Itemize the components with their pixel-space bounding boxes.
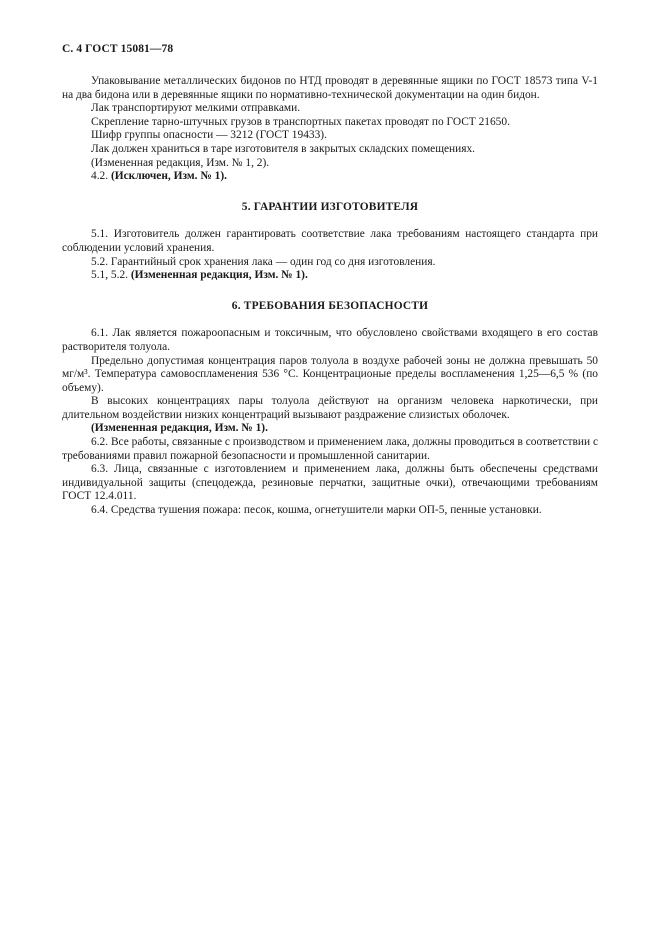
- paragraph-packaging: Упаковывание металлических бидонов по НТД проводят в деревянные ящики по ГОСТ 18573 типа V-1 на два бидона или в деревянные ящики по нормативно-технической документации на один бидон.: [62, 75, 598, 101]
- paragraph-packets: Скрепление тарно-штучных грузов в транспортных пакетах проводят по ГОСТ 21650.: [91, 115, 510, 128]
- page-header: С. 4 ГОСТ 15081—78: [62, 43, 174, 55]
- paragraph-concentration: Предельно допустимая концентрация паров толуола в воздухе рабочей зоны не должна превышать 50 мг/м³. Температура самовоспламенения 536 °С. Концентрационые пределы воспламенения 1,25—6,5 % (по объему).: [62, 354, 598, 394]
- paragraph-6-3: 6.3. Лица, связанные с изготовлением и применением лака, должны быть обеспечены средствами индивидуальной защиты (спецодежда, резиновые перчатки, защитные очки), отвечающими требованиям ГОСТ 12.4.011.: [62, 463, 598, 503]
- paragraph-toxicity: В высоких концентрациях пары толуола действуют на организм человека наркотически, при длительном воздействии низких концентраций вызывают раздражение слизистых оболочек.: [62, 395, 598, 421]
- paragraph-5-1: 5.1. Изготовитель должен гарантировать соответствие лака требованиям настоящего стандарта при соблюдении условий хранения.: [62, 228, 598, 254]
- clause-number: 5.1, 5.2.: [91, 269, 131, 282]
- paragraph-6-revision: [62, 422, 598, 436]
- paragraph-4-2: [62, 170, 598, 184]
- paragraph-6-1: 6.1. Лак является пожароопасным и токсичным, что обусловлено свойствами входящего в его состав растворителя толуола.: [62, 327, 598, 353]
- revision-note: (Измененная редакция, Изм. № 1).: [130, 269, 308, 282]
- section-6-title: 6. ТРЕБОВАНИЯ БЕЗОПАСНОСТИ: [231, 299, 429, 312]
- paragraph-storage: Лак должен храниться в таре изготовителя в закрытых складских помещениях.: [91, 142, 476, 155]
- revision-note: (Измененная редакция, Изм. № 1).: [91, 422, 268, 435]
- section-5-title: 5. ГАРАНТИИ ИЗГОТОВИТЕЛЯ: [241, 200, 419, 213]
- paragraph-revision-note: (Измененная редакция, Изм. № 1, 2).: [91, 156, 270, 169]
- revision-note: (Исключен, Изм. № 1).: [110, 170, 227, 183]
- paragraph-transport: Лак транспортируют мелкими отправками.: [91, 102, 301, 115]
- paragraph-6-2: 6.2. Все работы, связанные с производством и применением лака, должны проводиться в соответствии с требованиями правил пожарной безопасности и промышленной санитарии.: [62, 436, 598, 462]
- paragraph-hazard-code: Шифр группы опасности — 3212 (ГОСТ 19433).: [91, 129, 327, 142]
- paragraph-6-4: 6.4. Средства тушения пожара: песок, кошма, огнетушители марки ОП-5, пенные установки.: [91, 504, 542, 517]
- paragraph-5-2: 5.2. Гарантийный срок хранения лака — один год со дня изготовления.: [91, 255, 436, 268]
- clause-number: 4.2.: [91, 170, 111, 183]
- document-body: [62, 75, 598, 518]
- paragraph-5-revision: [62, 269, 598, 283]
